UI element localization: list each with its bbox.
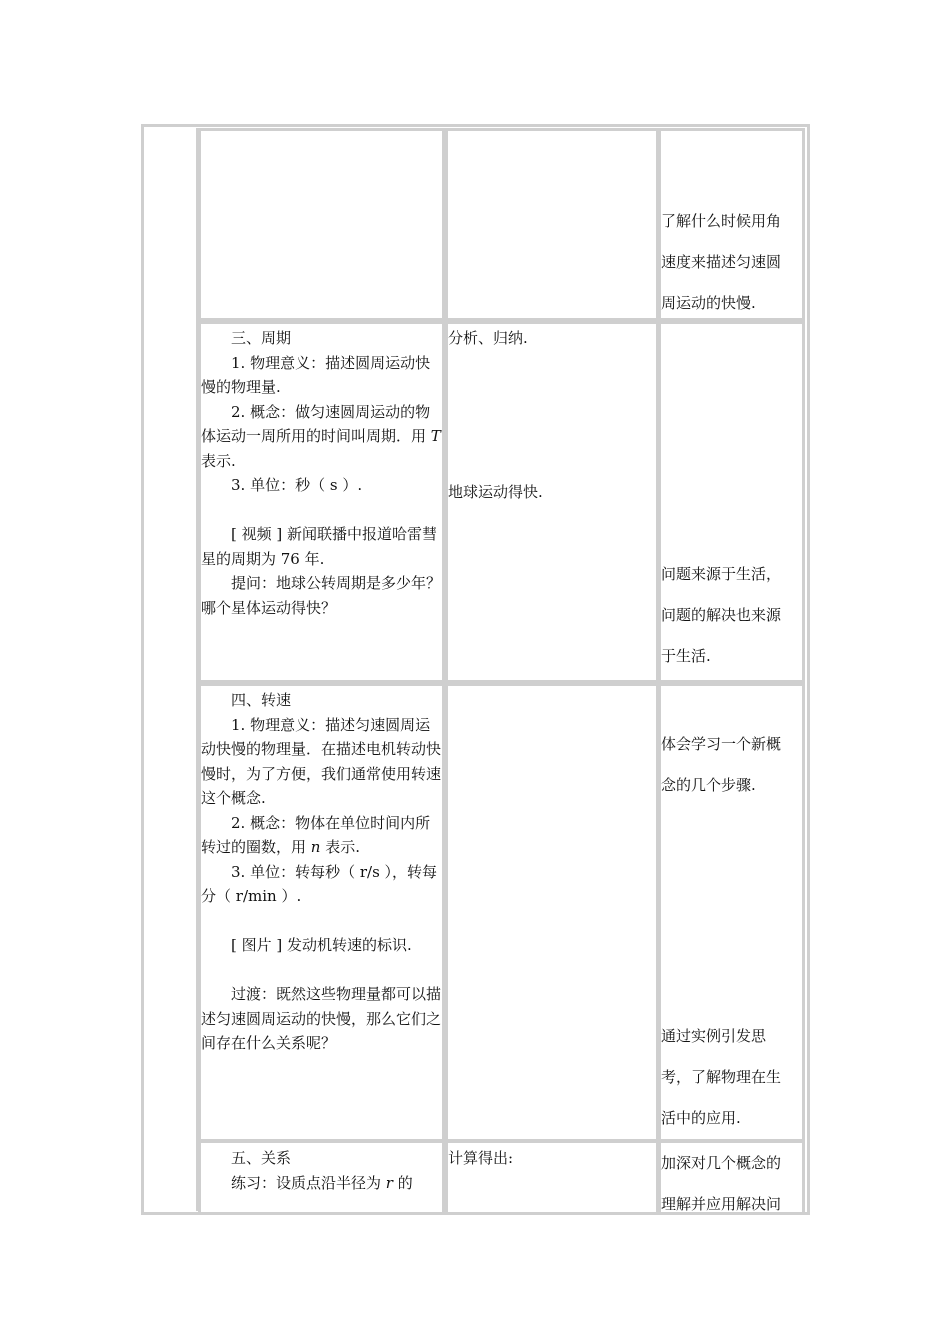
period-item-1: 1. 物理意义：描述圆周运动快慢的物理量.	[201, 353, 431, 396]
row3-activity-cell	[445, 683, 659, 1142]
speed-transition: 过渡：既然这些物理量都可以描述匀速圆周运动的快慢，那么它们之间存在什么关系呢？	[201, 985, 442, 1052]
row3-intent-b-line-3: 活中的应用.	[661, 1109, 741, 1127]
radius-symbol: r	[385, 1173, 393, 1192]
speed-picture-note: [ 图片 ] 发动机转速的标识.	[231, 936, 412, 954]
speed-item-1: 1. 物理意义：描述匀速圆周运动快慢的物理量．在描述电机转动快慢时，为了方便，我们通常使用转速这个概念.	[201, 715, 442, 807]
row2-intent-line-2: 问题的解决也来源	[661, 606, 782, 624]
row1-intent-cell	[658, 128, 805, 321]
relation-heading: 五、关系	[231, 1149, 292, 1167]
row1-content-cell	[198, 128, 445, 321]
row2-content-cell	[198, 321, 445, 683]
row2-intent-line-1: 问题来源于生活，	[661, 565, 782, 583]
row3-intent-b-line-1: 通过实例引发思	[661, 1027, 767, 1045]
row3-intent-b-line-2: 考，了解物理在生	[661, 1068, 782, 1086]
row1-intent-line-1: 了解什么时候用角	[661, 212, 782, 230]
row3-intent-a-line-2: 念的几个步骤.	[661, 776, 756, 794]
row1-intent-line-3: 周运动的快慢.	[661, 294, 756, 312]
period-video-note: [ 视频 ] 新闻联播中报道哈雷彗星的周期为 76 年.	[201, 525, 438, 568]
row4-activity-cell	[445, 1140, 659, 1215]
row3-content-cell	[198, 683, 445, 1142]
period-item-2: 2. 概念：做匀速圆周运动的物体运动一周所用的时间叫周期．用 T 表示.	[201, 402, 446, 470]
left-empty-column	[145, 128, 199, 1211]
period-item-3: 3. 单位：秒（ s ）.	[231, 476, 363, 494]
period-symbol: T	[430, 427, 441, 445]
row2-intent-line-3: 于生活.	[661, 647, 711, 665]
row1-intent-line-2: 速度来描述匀速圆	[661, 253, 782, 271]
row2-activity-a: 分析、归纳.	[448, 329, 528, 347]
period-heading: 三、周期	[231, 329, 292, 347]
relation-exercise: 练习：设质点沿半径为 r 的	[231, 1173, 413, 1192]
period-question: 提问：地球公转周期是多少年？哪个星体运动得快？	[201, 574, 442, 617]
speed-symbol: n	[310, 838, 321, 856]
speed-item-3: 3. 单位：转每秒（ r/s ），转每分（ r/min ）.	[201, 862, 438, 905]
row3-intent-cell	[658, 683, 805, 1142]
row1-activity-cell	[445, 128, 659, 321]
row2-activity-cell	[445, 321, 659, 683]
speed-heading: 四、转速	[231, 691, 292, 709]
row4-intent-cell	[658, 1140, 805, 1215]
speed-item-2: 2. 概念：物体在单位时间内所转过的圈数，用 n 表示.	[201, 813, 431, 856]
row3-intent-a-line-1: 体会学习一个新概	[661, 735, 782, 753]
row4-intent-line-1: 加深对几个概念的	[661, 1154, 782, 1172]
row2-intent-cell	[658, 321, 805, 683]
row2-activity-b: 地球运动得快.	[448, 482, 543, 501]
row4-content-cell	[198, 1140, 445, 1215]
row4-activity: 计算得出:	[448, 1149, 514, 1167]
row4-intent-line-2: 理解并应用解决问	[661, 1195, 782, 1213]
